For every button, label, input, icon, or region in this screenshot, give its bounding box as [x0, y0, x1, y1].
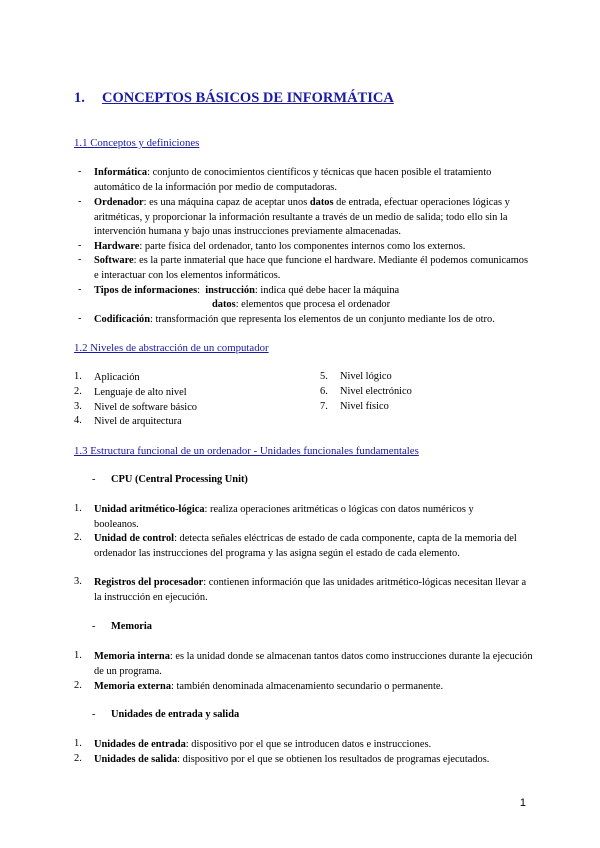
- level-number: 3.: [74, 401, 82, 412]
- dash-bullet: -: [78, 240, 82, 251]
- dash-bullet: -: [78, 196, 82, 207]
- level-number: 2.: [74, 386, 82, 397]
- level-item: Nivel electrónico: [340, 386, 412, 397]
- title-number: 1.: [74, 90, 85, 106]
- dash-bullet: -: [92, 621, 96, 632]
- io-item-entrada: Unidades de entrada: dispositivo por el que se introducen datos e instrucciones.: [94, 739, 432, 750]
- level-item: Lenguaje de alto nivel: [94, 387, 187, 398]
- level-item: Nivel de software básico: [94, 402, 198, 413]
- section-heading-1-2: 1.2 Niveles de abstracción de un computador: [74, 342, 269, 354]
- title-text: CONCEPTOS BÁSICOS DE INFORMÁTICA: [102, 90, 394, 106]
- cpu-item-number: 3.: [74, 576, 82, 587]
- dash-bullet: -: [78, 254, 82, 265]
- definition-informatica: Informática: conjunto de conocimientos científicos y técnicas que hacen posible el tratamiento automático de la información por medio de computadoras.: [94, 167, 492, 193]
- level-item: Nivel físico: [340, 401, 389, 412]
- level-number: 7.: [320, 401, 328, 412]
- definition-hardware: Hardware: parte física del ordenador, tanto los componentes internos como los externos.: [94, 241, 466, 252]
- definition-software: Software: es la parte inmaterial que hace que funcione el hardware. Mediante él podemos comunicamos e interactuar con los elementos informáticos.: [94, 255, 529, 281]
- level-number: 6.: [320, 386, 328, 397]
- dash-bullet: -: [78, 284, 82, 295]
- dash-bullet: -: [92, 474, 96, 485]
- io-item-salida: Unidades de salida: dispositivo por el que se obtienen los resultados de programas ejecutados.: [94, 754, 490, 765]
- page-number: 1: [519, 797, 526, 809]
- cpu-item-number: 1.: [74, 503, 82, 514]
- cpu-item-registros: Registros del procesador: contienen información que las unidades aritmético-lógicas necesitan llevar a la instrucción en ejecución.: [94, 577, 527, 603]
- definition-tipos: Tipos de informaciones: instrucción: indica qué debe hacer la máquina: [94, 285, 400, 296]
- cpu-item-alu: Unidad aritmético-lógica: realiza operaciones aritméticas o lógicas con datos numéricos y booleanos.: [94, 504, 474, 530]
- level-number: 1.: [74, 371, 82, 382]
- memoria-subheading: Memoria: [111, 621, 152, 632]
- dash-bullet: -: [92, 709, 96, 720]
- memoria-item-number: 2.: [74, 680, 82, 691]
- level-item: Nivel lógico: [340, 371, 392, 382]
- level-item: Nivel de arquitectura: [94, 416, 182, 427]
- definition-tipos-datos: datos: elementos que procesa el ordenador: [212, 299, 391, 310]
- io-subheading: Unidades de entrada y salida: [111, 709, 240, 720]
- page-title: [74, 90, 394, 107]
- io-item-number: 1.: [74, 738, 82, 749]
- level-number: 4.: [74, 415, 82, 426]
- section-heading-1-3: 1.3 Estructura funcional de un ordenador - Unidades funcionales fundamentales: [74, 445, 419, 457]
- dash-bullet: -: [78, 313, 82, 324]
- memoria-item-externa: Memoria externa: también denominada almacenamiento secundario o permanente.: [94, 681, 444, 692]
- dash-bullet: -: [78, 166, 82, 177]
- memoria-item-interna: Memoria interna: es la unidad donde se almacenan tantos datos como instrucciones durante la ejecución de un programa.: [94, 651, 533, 677]
- definition-codificacion: Codificación: transformación que representa los elementos de un conjunto mediante los de otro.: [94, 314, 495, 325]
- memoria-item-number: 1.: [74, 650, 82, 661]
- io-item-number: 2.: [74, 753, 82, 764]
- level-item: Aplicación: [94, 372, 140, 383]
- section-heading-1-1: 1.1 Conceptos y definiciones: [74, 137, 200, 149]
- cpu-subheading: CPU (Central Processing Unit): [111, 474, 248, 485]
- cpu-item-control: Unidad de control: detecta señales eléctricas de estado de cada componente, capta de la memoria del ordenador las instrucciones del programa y las asigna según el estado de cada elemento.: [94, 533, 517, 559]
- level-number: 5.: [320, 371, 328, 382]
- cpu-item-number: 2.: [74, 532, 82, 543]
- definition-ordenador: Ordenador: es una máquina capaz de aceptar unos datos de entrada, efectuar operaciones lógicas y aritméticas, y proporcionar la información resultante a través de un medio de salida; todo ello sin la intervención humana y bajo unas instrucciones previamente almacenadas.: [94, 197, 510, 238]
